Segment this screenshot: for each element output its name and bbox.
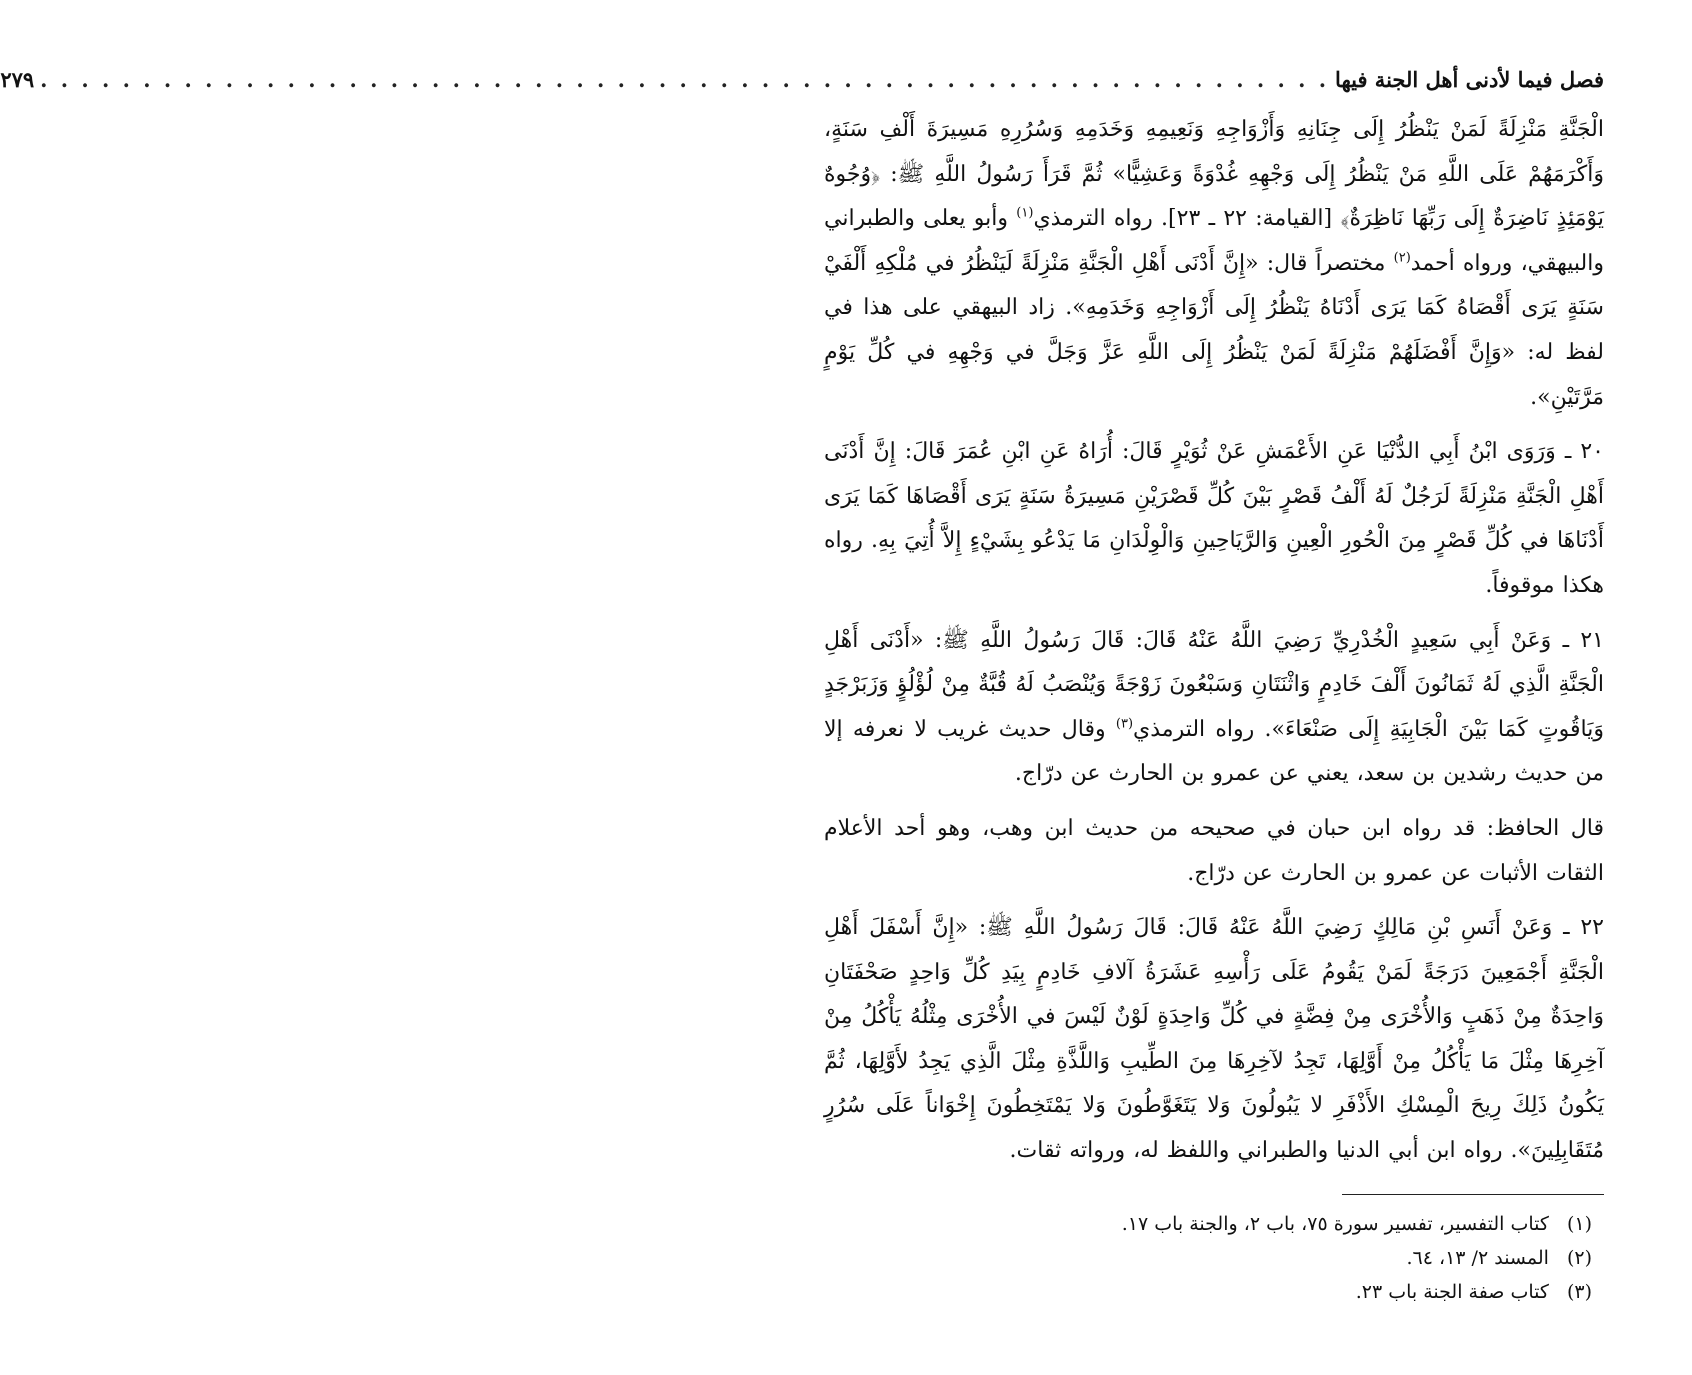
book-page bbox=[0, 60, 1604, 1311]
footnote-number: (١) bbox=[1566, 1212, 1592, 1235]
footnote-number: (٢) bbox=[1566, 1246, 1592, 1269]
footnote-divider bbox=[1342, 1194, 1604, 1195]
footnote-text: المسند ٢/ ١٣، ٦٤. bbox=[1406, 1246, 1549, 1269]
footnotes bbox=[824, 1209, 1604, 1307]
footnote-ref: (٢) bbox=[1393, 250, 1411, 266]
leader-dots: . . . . . . . . . . . . . . . . . . . . . . . . . . . . . . . . . . . . . . . . . . . . . . . . . . . . . . . . . . . . . . . bbox=[40, 67, 1330, 92]
hadith-22: ٢٢ ـ وَعَنْ أَنَسِ بْنِ مَالِكٍ رَضِيَ اللَّهُ عَنْهُ قَالَ: قَالَ رَسُولُ اللَّهِ ﷺ: «إِنَّ أَسْفَلَ أَهْلِ الْجَنَّةِ أَجْمَعِينَ دَرَجَةً لَمَنْ يَقُومُ عَلَى رَأْسِهِ عَشَرَةُ آلافِ خَادِمٍ بِيَدِ كُلِّ وَاحِدٍ صَحْفَتَانِ وَاحِدَةٌ مِنْ ذَهَبٍ وَالأُخْرَى مِنْ فِضَّةٍ في كُلِّ وَاحِدَةٍ لَوْنٌ لَيْسَ في الأُخْرَى مِثْلُهُ يَأْكُلُ مِنْ آخِرِهَا مِثْلَ مَا يَأْكُلُ مِنْ أَوَّلِهَا، تَجِدُ لآخِرِهَا مِنَ الطِّيبِ وَاللَّذَّةِ مِثْلَ الَّذِي يَجِدُ لأَوَّلِهَا، ثُمَّ يَكُونُ ذَلِكَ رِيحَ الْمِسْكِ الأَذْفَرِ لا يَبُولُونَ وَلا يَتَغَوَّطُونَ وَلا يَمْتَخِطُونَ إِخْوَاناً عَلَى سُرُرٍ مُتَقَابِلِينَ». رواه ابن أبي الدنيا والطبراني واللفظ له، ورواته ثقات. bbox=[824, 915, 1604, 1164]
chapter-title: فصل فيما لأدنى أهل الجنة فيها bbox=[1335, 67, 1604, 92]
footnote-text: كتاب صفة الجنة باب ٢٣. bbox=[1355, 1280, 1549, 1303]
footnote-text: كتاب التفسير، تفسير سورة ٧٥، باب ٢، والجنة باب ١٧. bbox=[1121, 1212, 1549, 1235]
footnote-number: (٣) bbox=[1566, 1280, 1592, 1303]
hafiz-comment: قال الحافظ: قد رواه ابن حبان في صحيحه من حديث ابن وهب، وهو أحد الأعلام الثقات الأثبات عن عمرو بن الحارث عن درّاج. bbox=[824, 815, 1604, 886]
hadith-20: ٢٠ ـ وَرَوَى ابْنُ أَبِي الدُّنْيَا عَنِ الأَعْمَشِ عَنْ ثُوَيْرٍ قَالَ: أُرَاهُ عَنِ ابْنِ عُمَرَ قَالَ: إِنَّ أَدْنَى أَهْلِ الْجَنَّةِ مَنْزِلَةً لَرَجُلٌ لَهُ أَلْفُ قَصْرٍ بَيْنَ كُلِّ قَصْرَيْنِ مَسِيرَةُ سَنَةٍ يَرَى أَقْصَاهَا كَمَا يَرَى أَدْنَاهَا في كُلِّ قَصْرٍ مِنَ الْحُورِ الْعِينِ وَالرَّيَاحِينِ وَالْوِلْدَانِ مَا يَدْعُو بِشَيْءٍ إِلاَّ أُتِيَ بِهِ. رواه هكذا موقوفاً. bbox=[824, 439, 1604, 598]
footnote-item bbox=[824, 1209, 1604, 1239]
footnote-ref: (٣) bbox=[1115, 716, 1134, 732]
footnote-ref: (١) bbox=[1016, 205, 1034, 221]
running-header bbox=[0, 60, 1604, 100]
page-number: ٢٧٩ bbox=[0, 67, 35, 92]
footnote-item bbox=[824, 1243, 1604, 1273]
hadith-21: ٢١ ـ وَعَنْ أَبِي سَعِيدٍ الْخُدْرِيِّ رَضِيَ اللَّهُ عَنْهُ قَالَ: قَالَ رَسُولُ اللَّهِ ﷺ: «أَدْنَى أَهْلِ الْجَنَّةِ الَّذِي لَهُ ثَمَانُونَ أَلْفَ خَادِمٍ وَاثْنَتَانِ وَسَبْعُونَ زَوْجَةً وَيُنْصَبُ لَهُ قُبَّةٌ مِنْ لُؤْلُؤٍ وَزَبَرْجَدٍ وَيَاقُوتٍ كَمَا بَيْنَ الْجَابِيَةِ إِلَى صَنْعَاءَ». رواه الترمذي$^{(٣)}$ وقال حديث غريب لا نعرفه إلا من حديث رشدين بن سعد، يعني عن عمرو بن الحارث عن درّاج. bbox=[824, 627, 1604, 787]
paragraph-continuation: الْجَنَّةِ مَنْزِلَةً لَمَنْ يَنْظُرُ إِلَى جِنَانِهِ وَأَزْوَاجِهِ وَنَعِيمِهِ وَخَدَمِهِ وَسُرُرِهِ مَسِيرَةَ أَلْفِ سَنَةٍ، وَأَكْرَمَهُمْ عَلَى اللَّهِ مَنْ يَنْظُرُ إِلَى وَجْهِهِ غُدْوَةً وَعَشِيًّا» ثُمَّ قَرَأَ رَسُولُ اللَّهِ ﷺ: ﴿وُجُوهٌ يَوْمَئِذٍ نَاضِرَةٌ إِلَى رَبِّهَا نَاظِرَةٌ﴾ [القيامة: ٢٢ ـ ٢٣]. رواه الترمذي$^{(١)}$ وأبو يعلى والطبراني والبيهقي، ورواه أحمد$^{(٢)}$ مختصراً قال: «إِنَّ أَدْنَى أَهْلِ الْجَنَّةِ مَنْزِلَةً لَيَنْظُرُ في مُلْكِهِ أَلْفَيْ سَنَةٍ يَرَى أَقْصَاهُ كَمَا يَرَى أَدْنَاهُ يَنْظُرُ إِلَى أَزْوَاجِهِ وَخَدَمِهِ». زاد البيهقي على هذا في لفظ له: «وَإِنَّ أَفْضَلَهُمْ مَنْزِلَةً لَمَنْ يَنْظُرُ إِلَى اللَّهِ عَزَّ وَجَلَّ في وَجْهِهِ في كُلِّ يَوْمٍ مَرَّتَيْنِ». bbox=[824, 117, 1604, 410]
footnote-item bbox=[824, 1277, 1604, 1307]
